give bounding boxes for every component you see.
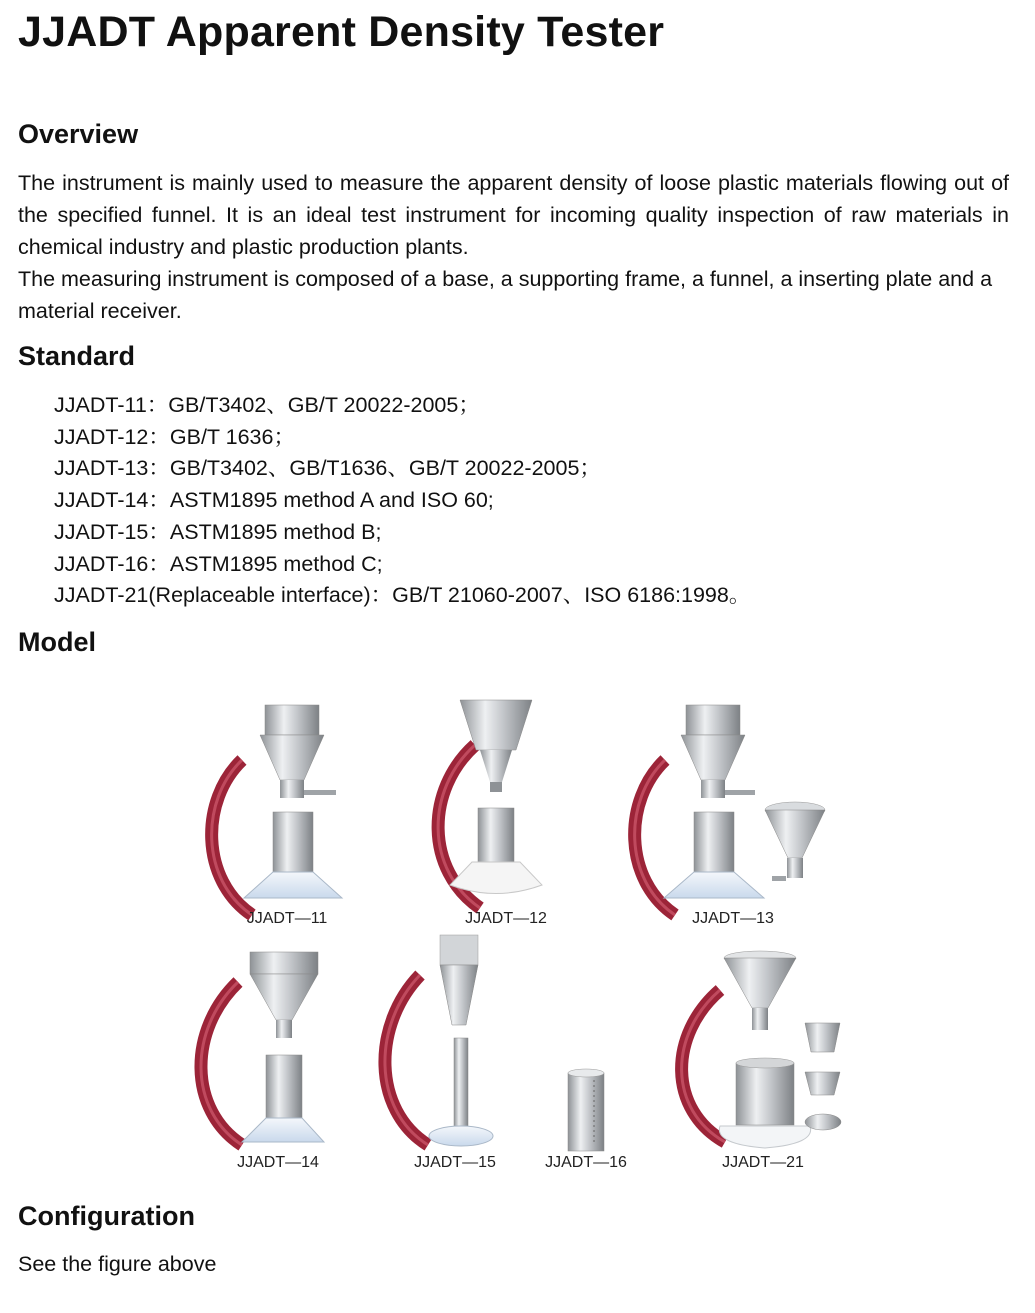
model-jjadt-21-image	[682, 951, 841, 1148]
model-label-jjadt-21: JJADT—21	[722, 1154, 804, 1171]
model-illustration	[180, 690, 860, 1180]
model-jjadt-14-image	[201, 952, 324, 1145]
standard-item: JJADT-15：ASTM1895 method B;	[54, 519, 382, 544]
model-jjadt-12-image	[438, 700, 542, 908]
page-title: JJADT Apparent Density Tester	[18, 8, 665, 56]
configuration-text: See the figure above	[18, 1252, 217, 1276]
model-jjadt-16-image	[568, 1069, 604, 1151]
standard-item: JJADT-13：GB/T3402、GB/T1636、GB/T 20022-2005；	[54, 456, 601, 481]
overview-heading: Overview	[18, 119, 139, 149]
model-label-jjadt-13: JJADT—13	[692, 910, 774, 927]
model-figure	[180, 690, 860, 1180]
model-label-jjadt-11: JJADT—11	[246, 910, 328, 927]
overview-paragraph-2: The measuring instrument is composed of a base, a supporting frame, a funnel, a inserting plate and a material receiver.	[18, 267, 993, 323]
model-heading: Model	[18, 627, 96, 657]
standard-item: JJADT-21(Replaceable interface)：GB/T 21060-2007、ISO 6186:1998。	[54, 583, 751, 608]
standard-list	[54, 390, 750, 612]
model-label-jjadt-12: JJADT—12	[465, 910, 547, 927]
model-jjadt-11-image	[212, 705, 342, 915]
model-label-jjadt-15: JJADT—15	[414, 1154, 496, 1171]
model-label-jjadt-14: JJADT—14	[237, 1154, 319, 1171]
standard-item: JJADT-16：ASTM1895 method C;	[54, 551, 383, 576]
standard-heading: Standard	[18, 341, 136, 371]
standard-item: JJADT-11：GB/T3402、GB/T 20022-2005；	[54, 393, 480, 417]
configuration-heading: Configuration	[18, 1201, 195, 1231]
model-jjadt-15-image	[385, 935, 493, 1146]
standard-item: JJADT-12：GB/T 1636；	[54, 424, 295, 449]
overview-paragraph-1: The instrument is mainly used to measure the apparent density of loose plastic materials flowing out of the specified funnel. It is an ideal test instrument for incoming quality inspection of raw materials in chemical industry and plastic production plants.	[18, 171, 1009, 259]
standard-item: JJADT-14：ASTM1895 method A and ISO 60;	[54, 488, 494, 513]
model-jjadt-13-image	[635, 705, 825, 915]
model-label-jjadt-16: JJADT—16	[545, 1154, 627, 1171]
